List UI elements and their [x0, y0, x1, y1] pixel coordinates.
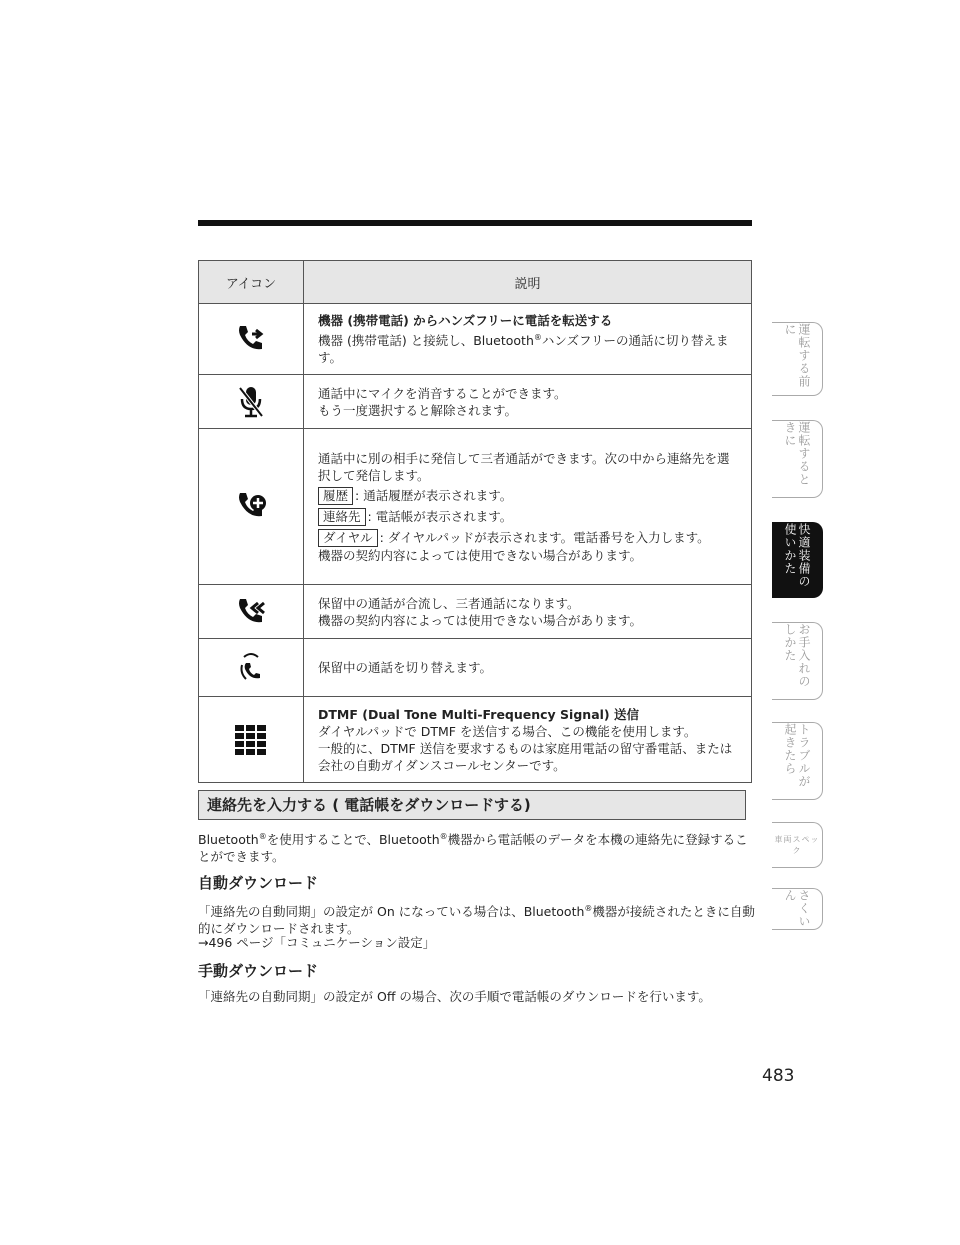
- tab-maintenance[interactable]: お手入れのしかた: [772, 622, 823, 700]
- row-title: 機器 (携帯電話) からハンズフリーに電話を転送する: [318, 313, 613, 328]
- mic-mute-icon: [236, 384, 266, 420]
- table-row: [199, 697, 752, 783]
- section-intro: Bluetooth®を使用することで、Bluetooth®機器から電話帳のデータを本機の連絡先に登録することができます。: [198, 832, 748, 865]
- add-call-icon: [234, 489, 268, 525]
- top-rule: [198, 220, 752, 226]
- contacts-label: 連絡先: [318, 508, 366, 526]
- merge-call-icon: [234, 595, 268, 629]
- auto-download-text: 「連絡先の自動同期」の設定が On になっている場合は、Bluetooth®機器が接続されたときに自動的にダウンロードされます。: [198, 904, 755, 937]
- table-row: [199, 429, 752, 585]
- auto-download-heading: 自動ダウンロード: [198, 874, 319, 892]
- manual-download-text: 「連絡先の自動同期」の設定が Off の場合、次の手順で電話帳のダウンロードを行います。: [198, 989, 711, 1004]
- page-number: 483: [762, 1066, 795, 1086]
- icon-table: [198, 260, 752, 783]
- header-icon: アイコン: [199, 261, 304, 304]
- row-text: もう一度選択すると解除されます。: [318, 402, 518, 418]
- auto-download-reference[interactable]: →496 ページ「コミュニケーション設定」: [198, 935, 436, 950]
- table-row: [199, 375, 752, 429]
- manual-download-heading: 手動ダウンロード: [198, 962, 319, 980]
- row-text: 機器 (携帯電話) と接続し、Bluetooth®ハンズフリーの通話に切り替えます。: [318, 333, 729, 366]
- row-text: ダイヤルパッドで DTMF を送信する場合、この機能を使用します。: [318, 723, 697, 739]
- keypad-icon: [234, 723, 268, 757]
- row-text: 機器の契約内容によっては使用できない場合があります。: [318, 612, 643, 628]
- row-text: 通話中にマイクを消音することができます。: [318, 385, 567, 401]
- row-title: DTMF (Dual Tone Multi-Frequency Signal) 送信: [318, 706, 639, 722]
- tab-index[interactable]: さくいん: [772, 888, 823, 930]
- table-row: [199, 304, 752, 375]
- option-dial: ダイヤル : ダイヤルパッドが表示されます。電話番号を入力します。: [318, 526, 737, 547]
- dial-label: ダイヤル: [318, 529, 378, 547]
- option-history: 履歴 : 通話履歴が表示されます。: [318, 484, 737, 505]
- option-contacts: 連絡先 : 電話帳が表示されます。: [318, 505, 737, 526]
- table-header: [199, 261, 752, 304]
- tab-comfort-equipment[interactable]: 快適装備の使いかた: [772, 522, 823, 598]
- tab-while-driving[interactable]: 運転するときに: [772, 420, 823, 498]
- history-label: 履歴: [318, 487, 353, 505]
- phone-transfer-icon: [234, 322, 268, 356]
- row-text: 一般的に、DTMF 送信を要求するものは家庭用電話の留守番電話、または会社の自動ガイダンスコールセンターです。: [318, 740, 733, 773]
- row-text: 保留中の通話を切り替えます。: [318, 660, 493, 676]
- table-row: [199, 585, 752, 639]
- tab-before-driving[interactable]: 運転する前に: [772, 322, 823, 396]
- table-row: [199, 639, 752, 697]
- section-heading: 連絡先を入力する ( 電話帳をダウンロードする): [198, 790, 746, 820]
- swap-call-icon: [236, 649, 266, 687]
- row-note: 機器の契約内容によっては使用できない場合があります。: [318, 547, 643, 563]
- header-description: 説明: [304, 261, 752, 304]
- tab-troubleshooting[interactable]: トラブルが起きたら: [772, 722, 823, 800]
- row-text: 通話中に別の相手に発信して三者通話ができます。次の中から連絡先を選択して発信します。: [318, 450, 730, 483]
- tab-specifications[interactable]: 車両スペック: [772, 822, 823, 868]
- row-text: 保留中の通話が合流し、三者通話になります。: [318, 595, 580, 611]
